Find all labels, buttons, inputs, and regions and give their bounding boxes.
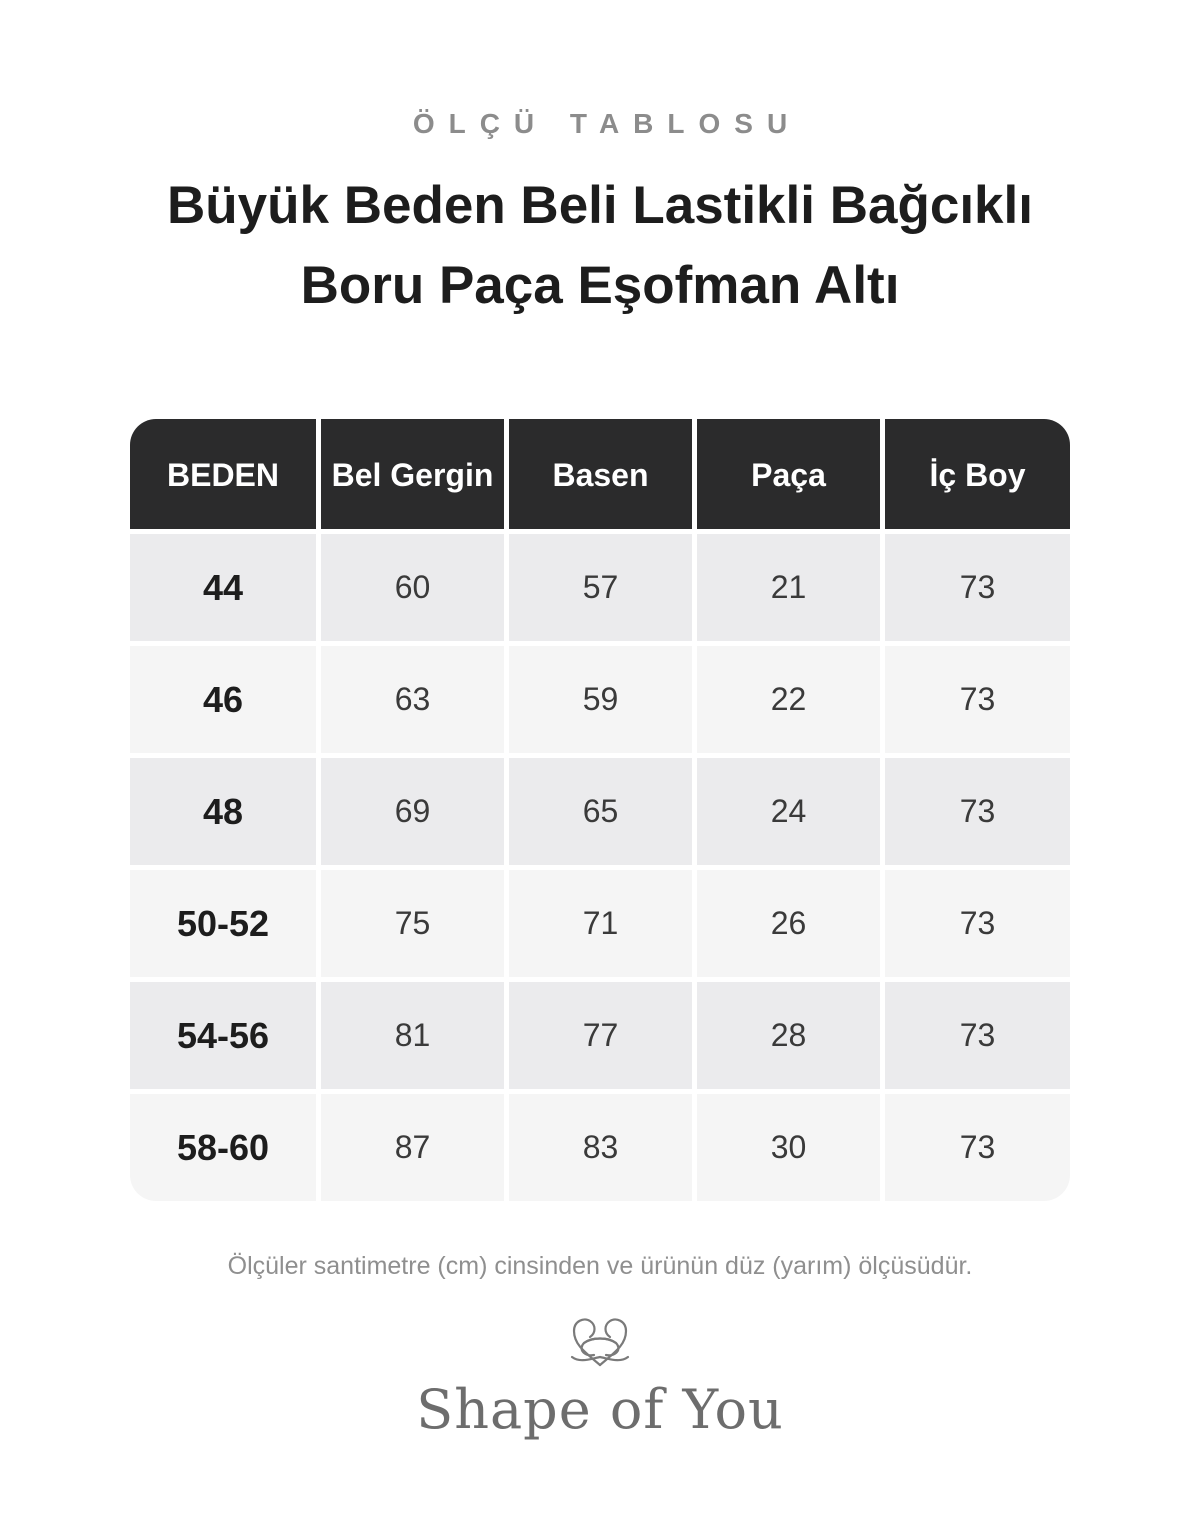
table-cell: 81 [321, 982, 504, 1089]
table-row [130, 870, 1070, 977]
table-cell: 21 [697, 534, 880, 641]
table-cell: 71 [509, 870, 692, 977]
column-header-ic-boy: İç Boy [885, 419, 1070, 529]
intertwined-hearts-icon [566, 1313, 634, 1371]
table-cell: 30 [697, 1094, 880, 1201]
size-cell: 46 [130, 646, 316, 753]
table-cell: 28 [697, 982, 880, 1089]
table-cell: 69 [321, 758, 504, 865]
table-cell: 26 [697, 870, 880, 977]
table-cell: 75 [321, 870, 504, 977]
column-header-bel-gergin: Bel Gergin [321, 419, 504, 529]
measurement-note: Ölçüler santimetre (cm) cinsinden ve ürünün düz (yarım) ölçüsüdür. [227, 1252, 973, 1280]
size-cell: 48 [130, 758, 316, 865]
table-cell: 22 [697, 646, 880, 753]
eyebrow-label: ÖLÇÜ TABLOSU [412, 108, 802, 139]
table-row [130, 646, 1070, 753]
table-cell: 83 [509, 1094, 692, 1201]
table-cell: 73 [885, 758, 1070, 865]
column-header-beden: BEDEN [130, 419, 316, 529]
table-cell: 57 [509, 534, 692, 641]
table-header-row [130, 419, 1070, 529]
page-title-line-2: Boru Paça Eşofman Altı [300, 256, 900, 315]
brand-logo-text: Shape of You [416, 1378, 784, 1441]
table-cell: 73 [885, 534, 1070, 641]
size-cell: 50-52 [130, 870, 316, 977]
column-header-basen: Basen [509, 419, 692, 529]
size-table [130, 419, 1070, 1203]
column-header-paca: Paça [697, 419, 880, 529]
page-title-line-1: Büyük Beden Beli Lastikli Bağcıklı [167, 176, 1033, 235]
table-cell: 73 [885, 646, 1070, 753]
table-row [130, 758, 1070, 865]
table-cell: 24 [697, 758, 880, 865]
table-row [130, 1094, 1070, 1201]
table-cell: 77 [509, 982, 692, 1089]
table-cell: 73 [885, 982, 1070, 1089]
table-cell: 73 [885, 1094, 1070, 1201]
size-cell: 44 [130, 534, 316, 641]
table-cell: 63 [321, 646, 504, 753]
table-cell: 60 [321, 534, 504, 641]
table-row [130, 534, 1070, 641]
size-cell: 54-56 [130, 982, 316, 1089]
table-cell: 87 [321, 1094, 504, 1201]
table-cell: 73 [885, 870, 1070, 977]
table-cell: 59 [509, 646, 692, 753]
table-cell: 65 [509, 758, 692, 865]
page-title [100, 166, 1100, 326]
table-row [130, 982, 1070, 1089]
size-cell: 58-60 [130, 1094, 316, 1201]
